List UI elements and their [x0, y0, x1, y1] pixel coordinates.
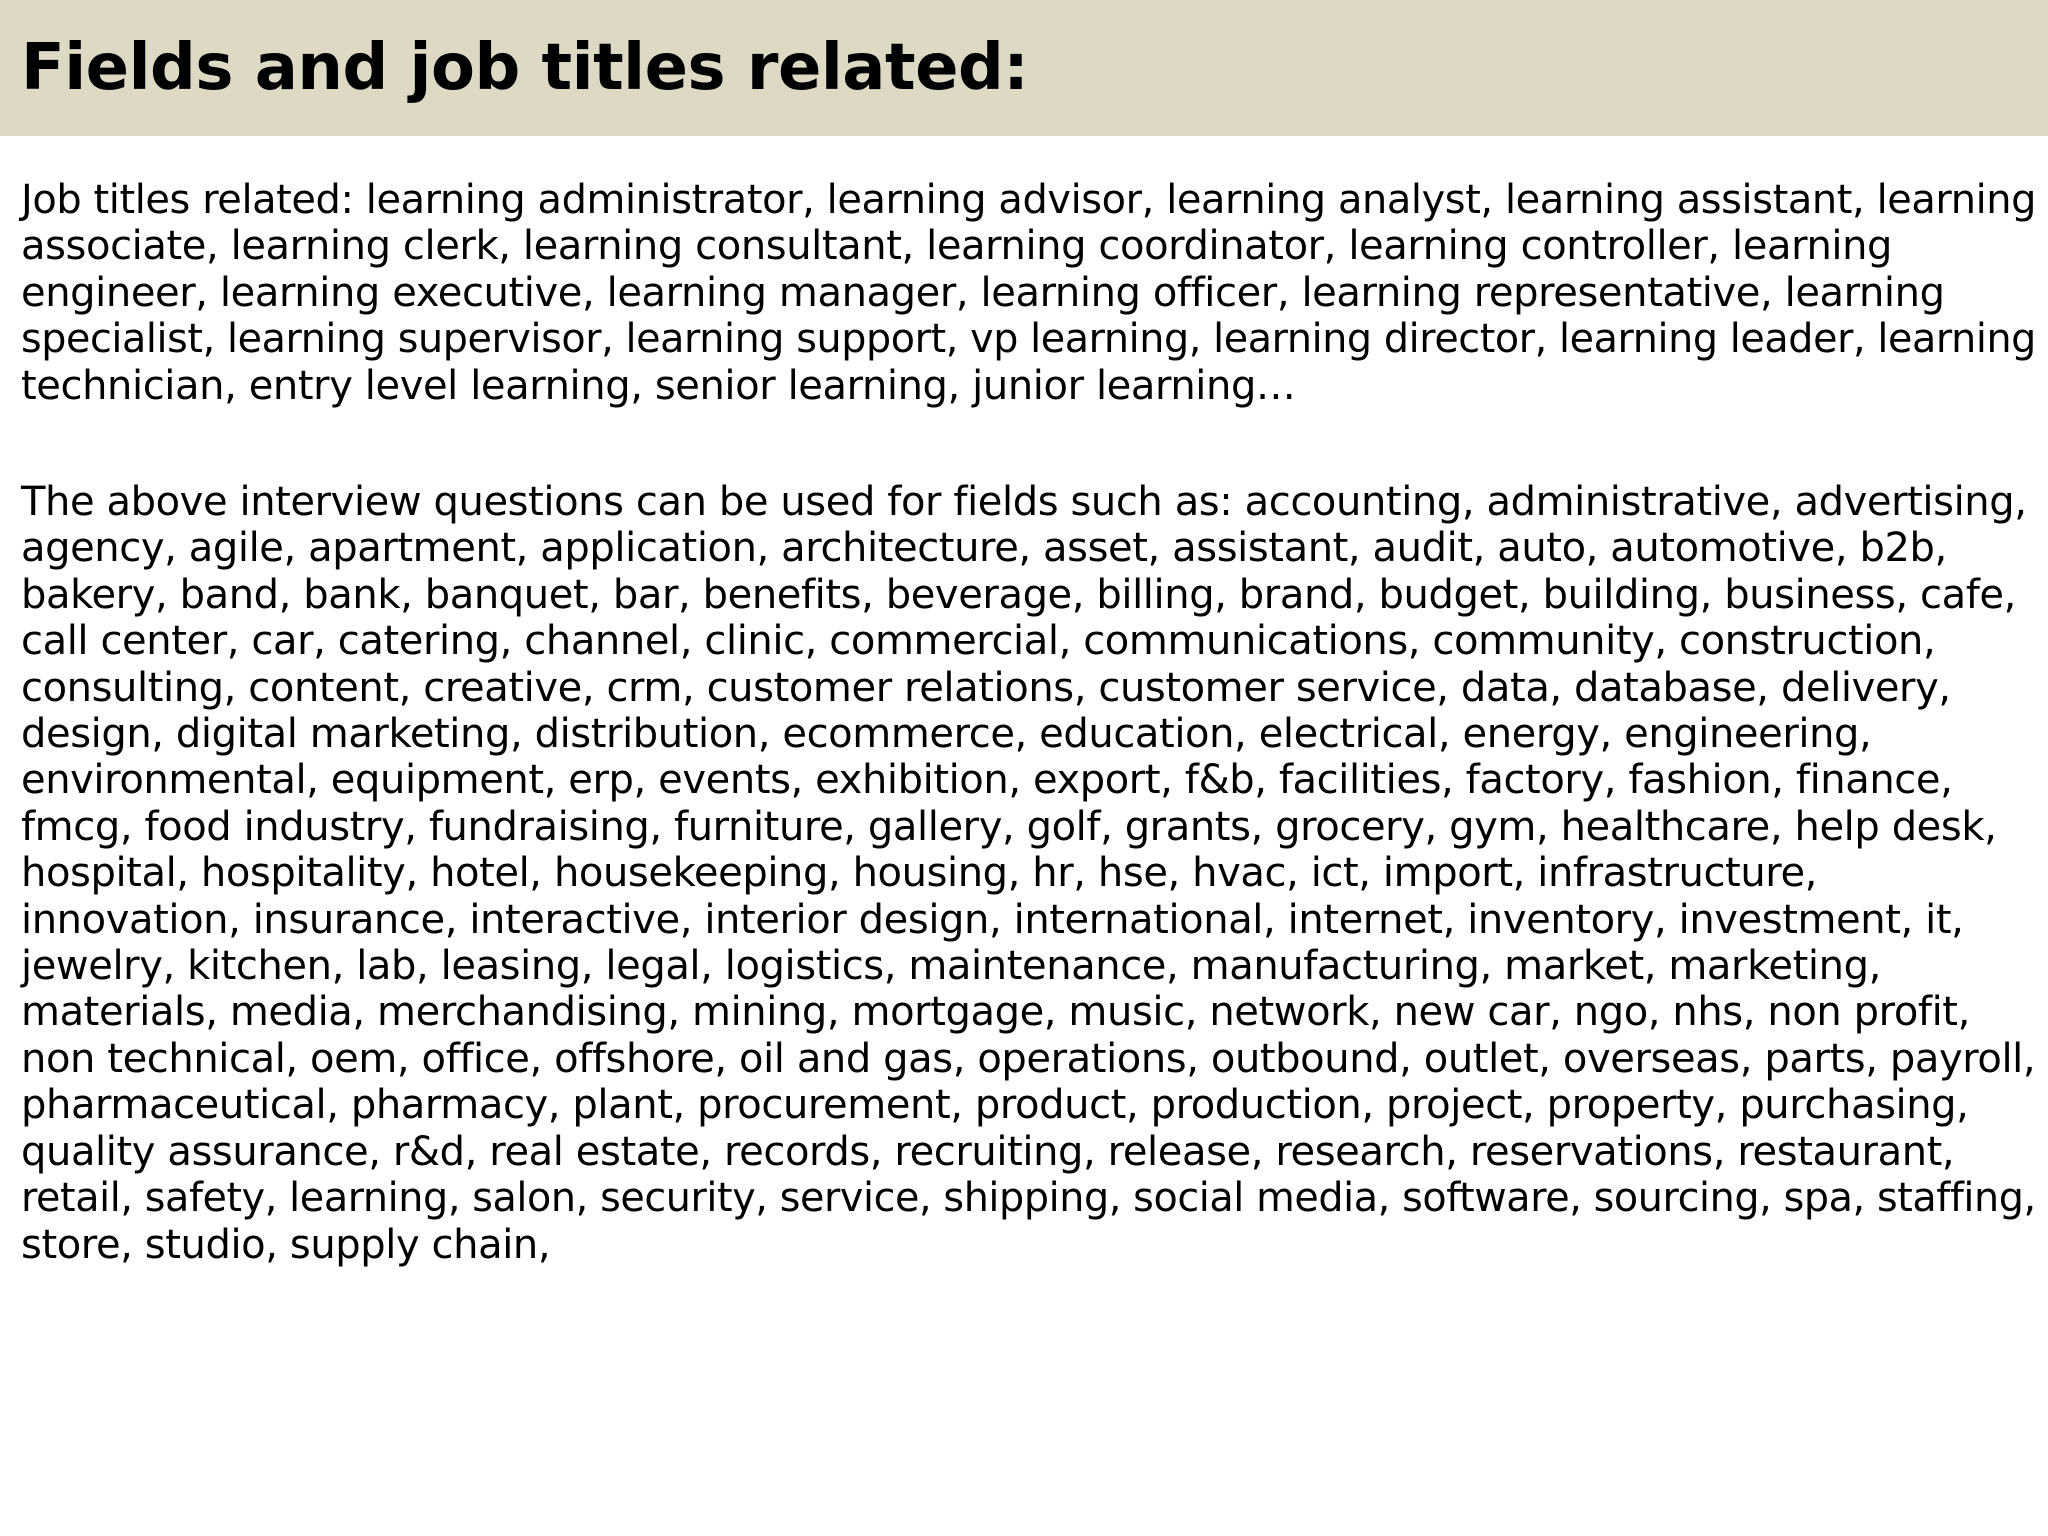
job-titles-paragraph — [21, 177, 2037, 409]
paragraph-line: fmcg, food industry, fundraising, furniture, gallery, golf, grants, grocery, gym, healthcare, help desk, — [21, 803, 1997, 850]
title-bar — [0, 0, 2048, 136]
paragraph-line: specialist, learning supervisor, learning support, vp learning, learning director, learning leader, learning — [21, 316, 2036, 363]
paragraph-line: retail, safety, learning, salon, security, service, shipping, social media, software, sourcing, spa, staffing, — [21, 1175, 2036, 1222]
paragraph-line: technician, entry level learning, senior learning, junior learning… — [21, 362, 1296, 409]
fields-paragraph — [21, 479, 2036, 1268]
paragraph-line: consulting, content, creative, crm, customer relations, customer service, data, database, delivery, — [21, 664, 1951, 711]
paragraph-line: bakery, band, bank, banquet, bar, benefits, beverage, billing, brand, budget, building, business, cafe, — [21, 571, 2016, 618]
paragraph-line: materials, media, merchandising, mining, mortgage, music, network, new car, ngo, nhs, non profit, — [21, 989, 1970, 1036]
paragraph-line: Job titles related: learning administrator, learning advisor, learning analyst, learning assistant, learning — [21, 177, 2037, 223]
paragraph-line: jewelry, kitchen, lab, leasing, legal, logistics, maintenance, manufacturing, market, marketing, — [21, 943, 1881, 990]
paragraph-line: non technical, oem, office, offshore, oil and gas, operations, outbound, outlet, overseas, parts, payroll, — [21, 1035, 2036, 1082]
paragraph-line: hospital, hospitality, hotel, housekeeping, housing, hr, hse, hvac, ict, import, infrastructure, — [21, 850, 1817, 897]
paragraph-line: design, digital marketing, distribution, ecommerce, education, electrical, energy, engineering, — [21, 711, 1872, 758]
paragraph-line: agency, agile, apartment, application, architecture, asset, assistant, audit, auto, automotive, b2b, — [21, 525, 1947, 572]
slide-title: Fields and job titles related: — [21, 31, 1029, 105]
paragraph-line: store, studio, supply chain, — [21, 1221, 551, 1268]
paragraph-line: associate, learning clerk, learning consultant, learning coordinator, learning controller, learning — [21, 223, 1893, 270]
paragraph-line: innovation, insurance, interactive, interior design, international, internet, inventory, investment, it, — [21, 896, 1964, 943]
paragraph-line: quality assurance, r&d, real estate, records, recruiting, release, research, reservations, restaurant, — [21, 1128, 1955, 1175]
paragraph-line: call center, car, catering, channel, clinic, commercial, communications, community, construction, — [21, 618, 1936, 665]
paragraph-line: pharmaceutical, pharmacy, plant, procurement, product, production, project, property, purchasing, — [21, 1082, 1969, 1129]
paragraph-line: environmental, equipment, erp, events, exhibition, export, f&b, facilities, factory, fashion, finance, — [21, 757, 1953, 804]
paragraph-line: The above interview questions can be used for fields such as: accounting, administrative, advertising, — [21, 479, 2027, 525]
paragraph-line: engineer, learning executive, learning manager, learning officer, learning representative, learning — [21, 269, 1945, 316]
